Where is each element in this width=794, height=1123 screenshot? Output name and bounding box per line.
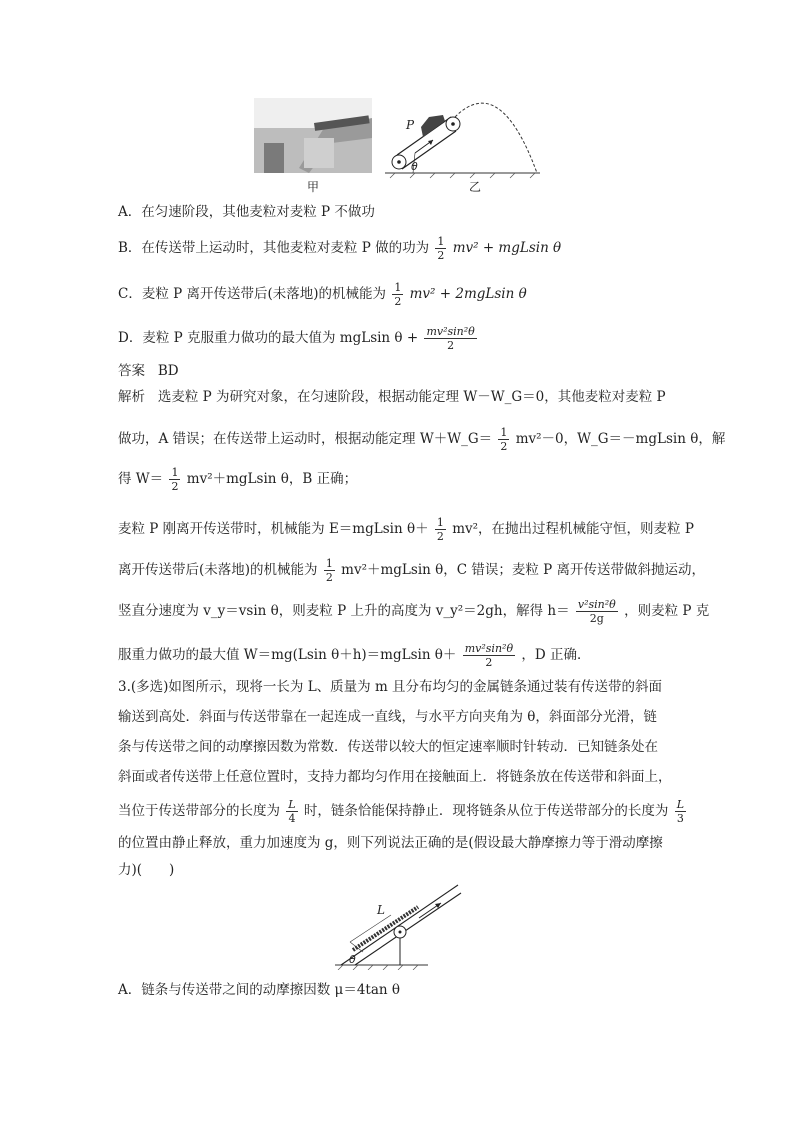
- option-d: D．麦粒 P 克服重力做功的最大值为 mgLsin θ + $\frac{\text{mv²sin²θ}}{2}$: [118, 325, 475, 352]
- analysis-line-5: 离开传送带后(未落地)的机械能为 $\frac{1}{2}$ mv²＋mgLsin θ，C 错误；麦粒 P 离开传送带做斜抛运动，: [118, 557, 706, 584]
- q3-line-1: 3.(多选)如图所示，现将一长为 L、质量为 m 且分布均匀的金属链条通过装有传送带的斜面: [118, 679, 663, 695]
- q3-line-2: 输送到高处．斜面与传送带靠在一起连成一直线，与水平方向夹角为 θ，斜面部分光滑，链: [118, 709, 657, 725]
- caption-jia: 甲: [307, 180, 320, 194]
- q3-line-6: 的位置由静止释放，重力加速度为 g，则下列说法正确的是(假设最大静摩擦力等于滑动摩擦: [118, 835, 663, 851]
- analysis-line-2: 做功，A 错误；在传送带上运动时，根据动能定理 W＋W_G＝ $\frac{1}{2}$ mv²－0，W_G＝－mgLsin θ，解: [118, 426, 726, 453]
- q3-option-a: A．链条与传送带之间的动摩擦因数 μ＝4tan θ: [118, 982, 400, 998]
- label-p: P: [406, 118, 415, 132]
- photo-jia: [254, 98, 372, 173]
- option-c: C．麦粒 P 离开传送带后(未落地)的机械能为 $\frac{1}{2}$ mv² + 2mgLsin θ: [118, 281, 527, 308]
- answer-line: 答案 BD: [118, 363, 179, 379]
- q3-line-4: 斜面或者传送带上任意位置时，支持力都均匀作用在接触面上．将链条放在传送带和斜面上，: [118, 769, 672, 785]
- q3-line-3: 条与传送带之间的动摩擦因数为常数．传送带以较大的恒定速率顺时针转动．已知链条处在: [118, 739, 658, 755]
- q3-line-7: 力)( ): [118, 862, 175, 878]
- analysis-line-1: 解析 选麦粒 P 为研究对象，在匀速阶段，根据动能定理 W－W_G＝0，其他麦粒对麦粒 P: [118, 389, 666, 405]
- label-theta-q3: θ: [349, 953, 356, 966]
- option-b: B．在传送带上运动时，其他麦粒对麦粒 P 做的功为 $\frac{1}{2}$ mv² + mgLsin θ: [118, 235, 562, 262]
- photo-illustration: [254, 98, 372, 173]
- label-L: L: [377, 903, 385, 917]
- q3-line-5: 当位于传送带部分的长度为 $\frac{L}{4}$ 时，链条恰能保持静止．现将链条从位于传送带部分的长度为 $\frac{L}{3}$: [118, 798, 685, 825]
- label-theta: θ: [411, 160, 418, 173]
- analysis-line-7: 服重力做功的最大值 W＝mg(Lsin θ＋h)＝mgLsin θ＋ $\frac{\text{mv²sin²θ}}{2}$ ，D 正确．: [118, 642, 591, 669]
- analysis-line-6: 竖直分速度为 v_y＝vsin θ，则麦粒 P 上升的高度为 v_y²＝2gh，解得 h＝ $\frac{\text{v²sin²θ}}{2g}$ ，则麦粒 P 克: [118, 598, 710, 625]
- figure-yi: [385, 97, 545, 182]
- option-a: A．在匀速阶段，其他麦粒对麦粒 P 不做功: [118, 204, 375, 220]
- analysis-line-3: 得 W＝ $\frac{1}{2}$ mv²＋mgLsin θ，B 正确；: [118, 466, 358, 493]
- caption-yi: 乙: [469, 180, 482, 194]
- analysis-line-4: 麦粒 P 刚离开传送带时，机械能为 E＝mgLsin θ＋ $\frac{1}{2}$ mv²，在抛出过程机械能守恒，则麦粒 P: [118, 516, 694, 543]
